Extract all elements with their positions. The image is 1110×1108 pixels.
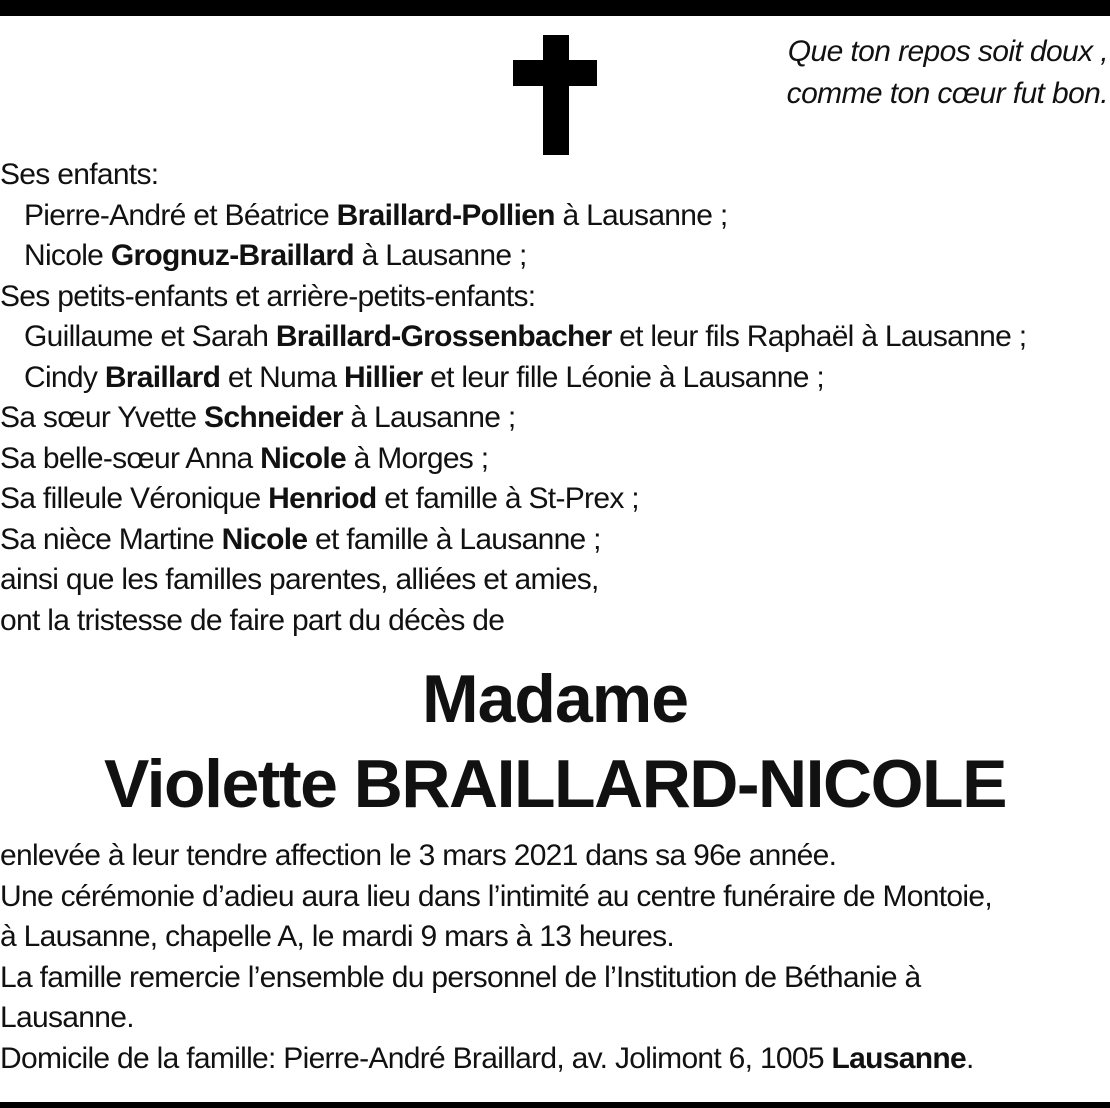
- detail-line: [0, 877, 1110, 918]
- deceased-name: Violette BRAILLARD-NICOLE: [104, 746, 1006, 822]
- text-segment: ont la tristesse de faire part du décès de: [0, 603, 505, 637]
- text-segment: Domicile de la famille: Pierre-André Braillard, av. Jolimont 6, 1005: [0, 1041, 832, 1075]
- text-segment: et famille à St-Prex ;: [376, 482, 639, 515]
- epigraph-line-2: comme ton cœur fut bon.: [786, 77, 1108, 110]
- surname: Lausanne: [831, 1041, 966, 1075]
- text-segment: à Lausanne ;: [554, 198, 728, 232]
- text-segment: Sa filleule Véronique: [0, 482, 269, 515]
- surname: Nicole: [221, 522, 308, 556]
- details-block: [0, 836, 1110, 1079]
- bottom-rule: [0, 1102, 1110, 1108]
- surname: Nicole: [260, 441, 347, 475]
- text-segment: Lausanne.: [0, 1001, 134, 1034]
- family-list: [0, 155, 1110, 641]
- text-segment: et Numa: [220, 360, 345, 394]
- text-segment: et leur fils Raphaël à Lausanne ;: [611, 320, 1027, 353]
- family-line: [0, 196, 1110, 237]
- text-segment: Sa nièce Martine: [0, 522, 222, 556]
- text-segment: enlevée à leur tendre affection le 3 mars 2021 dans sa 96e année.: [0, 839, 837, 872]
- surname: Schneider: [204, 401, 343, 434]
- text-segment: Sa belle-sœur Anna: [0, 441, 261, 475]
- detail-line: [0, 998, 1110, 1039]
- text-segment: à Morges ;: [346, 441, 489, 475]
- text-segment: Pierre-André et Béatrice: [24, 198, 337, 232]
- text-segment: ainsi que les familles parentes, alliées et amies,: [0, 563, 599, 596]
- text-segment: et leur fille Léonie à Lausanne ;: [422, 360, 824, 394]
- text-segment: Guillaume et Sarah: [24, 320, 276, 353]
- text-segment: à Lausanne, chapelle A, le mardi 9 mars à 13 heures.: [0, 920, 675, 953]
- family-line: [0, 479, 1110, 520]
- family-line: [0, 439, 1110, 480]
- text-segment: à Lausanne ;: [353, 239, 527, 272]
- family-line: [0, 317, 1110, 358]
- detail-line: [0, 917, 1110, 958]
- text-segment: La famille remercie l’ensemble du personnel de l’Institution de Béthanie à: [0, 960, 921, 994]
- detail-line: [0, 958, 1110, 999]
- surname: Braillard-Grossenbacher: [275, 320, 612, 353]
- surname: Grognuz-Braillard: [110, 239, 354, 272]
- family-line: [0, 236, 1110, 277]
- text-segment: .: [965, 1041, 974, 1075]
- family-line: [0, 358, 1110, 399]
- text-segment: Ses enfants:: [0, 158, 159, 191]
- text-segment: Nicole: [24, 239, 111, 272]
- family-line: [0, 601, 1110, 642]
- family-line: [0, 520, 1110, 561]
- surname: Braillard-Pollien: [336, 198, 555, 232]
- surname: Hillier: [344, 360, 423, 394]
- family-line: [0, 560, 1110, 601]
- cross-icon: [513, 35, 597, 155]
- text-segment: et famille à Lausanne ;: [307, 522, 601, 556]
- text-segment: Une cérémonie d’adieu aura lieu dans l’intimité au centre funéraire de Montoie,: [0, 879, 992, 913]
- epigraph-line-1: Que ton repos soit doux ,: [787, 35, 1108, 68]
- family-line: [0, 398, 1110, 439]
- text-segment: Cindy: [24, 360, 105, 394]
- family-line: [0, 155, 1110, 196]
- text-segment: à Lausanne ;: [342, 401, 516, 434]
- surname: Henriod: [268, 482, 377, 515]
- text-segment: Ses petits-enfants et arrière-petits-enfants:: [0, 279, 536, 313]
- surname: Braillard: [104, 360, 221, 394]
- detail-line: [0, 1039, 1110, 1080]
- epigraph: [787, 31, 1108, 115]
- detail-line: [0, 836, 1110, 877]
- deceased-title: Madame: [421, 661, 689, 737]
- text-segment: Sa sœur Yvette: [0, 401, 205, 434]
- family-line: [0, 277, 1110, 318]
- top-rule: [0, 0, 1110, 16]
